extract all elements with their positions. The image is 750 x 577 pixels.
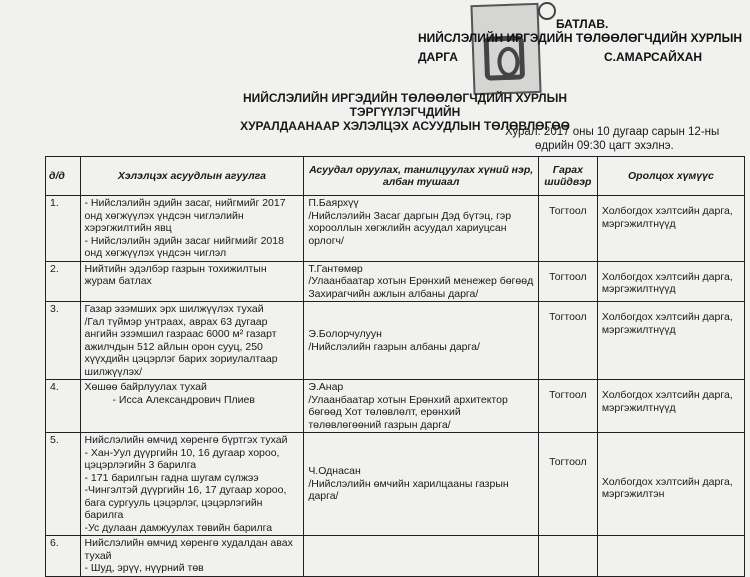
presenter-name: Ч.Однасан [308,465,361,478]
header-num: д/д [46,157,81,196]
table-row [46,302,745,380]
row-decision [538,302,597,380]
topic-line: Газар эзэмших эрх шилжүүлэх тухай [84,303,264,315]
decision-text: Тогтоол [549,311,587,323]
topic-line: - Хан-Уул дүүргийн 10, 16 дугаар хороо, цэцэрлэгийн 3 барилга [84,446,280,471]
topic-line: - Шуд, эрүү, нүүрний төв [84,562,204,574]
row-decision [538,536,597,577]
row-num: 4. [46,380,81,433]
meeting-time: өдрийн 09:30 цагт эхэлнэ. [535,140,674,152]
row-topic [80,380,304,433]
row-num: 3. [46,302,81,380]
topic-line: - Нийслэлийн эдийн засаг нийгмийг 2018 онд хөгжүүлэх үндсэн чиглэл [84,234,284,259]
topic-line: Нийслэлийн өмчид хөренгө бүртгэх тухай [84,434,288,446]
topic-line: -Чингэлтэй дүүргийн 16, 17 дугаар хороо, бага сургууль цэцэрлэг, цэцэрлэгийн барилга [84,484,287,521]
row-presenter [304,380,539,433]
approve-position: НИЙСЛЭЛИЙН ИРГЭДИЙН ТӨЛӨӨЛӨГЧДИЙН ХУРЛЫН [418,31,743,45]
row-decision [538,196,597,262]
participants-text: Холбогдох хэлтсийн дарга, мэргэжилтэн [601,475,733,500]
table-row [46,536,745,577]
row-decision [538,433,597,536]
title-line-2: ХУРАЛДААНААР ХЭЛЭЛЦЭХ АСУУДЛЫН ТӨЛӨВЛӨГӨӨ [240,119,570,133]
topic-line: - Нийслэлийн эдийн засаг, нийгмийг 2017 онд хөгжүүлэх үндсэн чиглэлийн хэрэгжилтийн явц [84,197,286,234]
approve-label: БАТЛАВ. [556,17,609,31]
presenter-position: /Нийслэлийн газрын албаны дарга/ [308,340,480,353]
row-num: 1. [46,196,81,262]
row-presenter [304,302,539,380]
participants-text: Холбогдох хэлтсийн дарга, мэргэжилтнүүд [601,205,733,230]
row-num: 6. [46,536,81,577]
row-participants [597,433,744,536]
decision-text: Тогтоол [549,389,587,401]
table-row [46,261,745,302]
presenter-position: /Улаанбаатар хотын Ерөнхий архитектор бөгөөд Хот төлөвлөлт, ерөнхий төлөвлөгөөний газрын дарга/ [308,393,508,431]
participants-text: Холбогдох хэлтсийн дарга, мэргэжилтнүүд [601,270,733,295]
header-decision: Гарах шийдвэр [538,157,597,196]
row-participants [597,302,744,380]
topic-line: /Гал түймэр унтраах, аврах 63 дугаар ангийн эзэмшил газраас 6000 м² газарт ажилчдын 512 айлын орон сууц, 250 хүүхдийн цэцэрлэг барих зориулалтаар шилжүүлэх/ [84,315,278,378]
presenter-position: /Нийслэлийн өмчийн харилцааны газрын дарга/ [308,477,509,503]
row-num: 5. [46,433,81,536]
approve-role: ДАРГА [418,50,458,64]
official-stamp [470,3,541,95]
row-num: 2. [46,261,81,302]
header-participants: Оролцох хүмүүс [597,157,744,196]
decision-text: Тогтоол [549,270,587,283]
meeting-date: Хурал: 2017 оны 10 дугаар сарын 12-ны [505,126,720,138]
agenda-table [45,156,745,577]
topic-line: Нийтийн эдэлбэр газрын тохижилтын журам батлах [84,262,267,287]
row-participants [597,261,744,302]
row-participants [597,196,744,262]
presenter-name: Т.Гантөмөр [308,262,363,275]
row-topic [80,302,304,380]
presenter-name: П.Баярхүү [308,197,359,209]
presenter-position: /Улаанбаатар хотын Ерөнхий менежер бөгөөд Захирагчийн ажлын албаны дарга/ [308,275,534,300]
row-topic [80,261,304,302]
table-header-row [46,157,745,196]
row-participants [597,536,744,577]
row-decision [538,380,597,433]
decision-text: Тогтоол [549,456,587,468]
approve-signer-name: С.АМАРСАЙХАН [604,50,703,64]
presenter-position: /Нийслэлийн Засаг даргын Дэд бүтэц, гэр хорооллын хөгжлийн асуудал хариуцсан орлогч/ [308,209,512,247]
title-line-1: НИЙСЛЭЛИЙН ИРГЭДИЙН ТӨЛӨӨЛӨГЧДИЙН ХУРЛЫН ТЭРГҮҮЛЭГЧДИЙН [242,91,567,119]
presenter-name: Э.Болорчулуун [308,328,382,340]
row-presenter [304,196,539,262]
row-presenter [304,536,539,577]
row-presenter [304,261,539,302]
topic-line: - Иссa Александрович Плиев [112,393,255,406]
topic-line: - 171 барилгын гадна шугам сүлжээ [84,471,259,484]
topic-line: -Ус дулаан дамжуулах төвийн барилга [84,521,273,534]
row-participants [597,380,744,433]
row-topic [80,196,304,262]
row-decision [538,261,597,302]
participants-text: Холбогдох хэлтсийн дарга, мэргэжилтнүүд [601,389,733,414]
row-presenter [304,433,539,536]
table-row [46,433,745,536]
row-topic [80,536,304,577]
row-topic [80,433,304,536]
participants-text: Холбогдох хэлтсийн дарга, мэргэжилтнүүд [601,311,733,336]
header-topic: Хэлэлцэх асуудлын агуулга [80,157,304,196]
table-row [46,380,745,433]
decision-text: Тогтоол [549,205,587,217]
topic-line: Нийслэлийн өмчид хөренгө худалдан авах тухай [84,537,293,562]
header-presenter: Асуудал оруулах, танилцуулах хүний нэр, албан тушаал [304,157,539,196]
table-row [46,196,745,262]
presenter-name: Э.Анар [308,381,344,393]
topic-line: Хөшөө байрлуулах тухай [84,381,207,393]
seal-mark-icon [538,2,556,20]
